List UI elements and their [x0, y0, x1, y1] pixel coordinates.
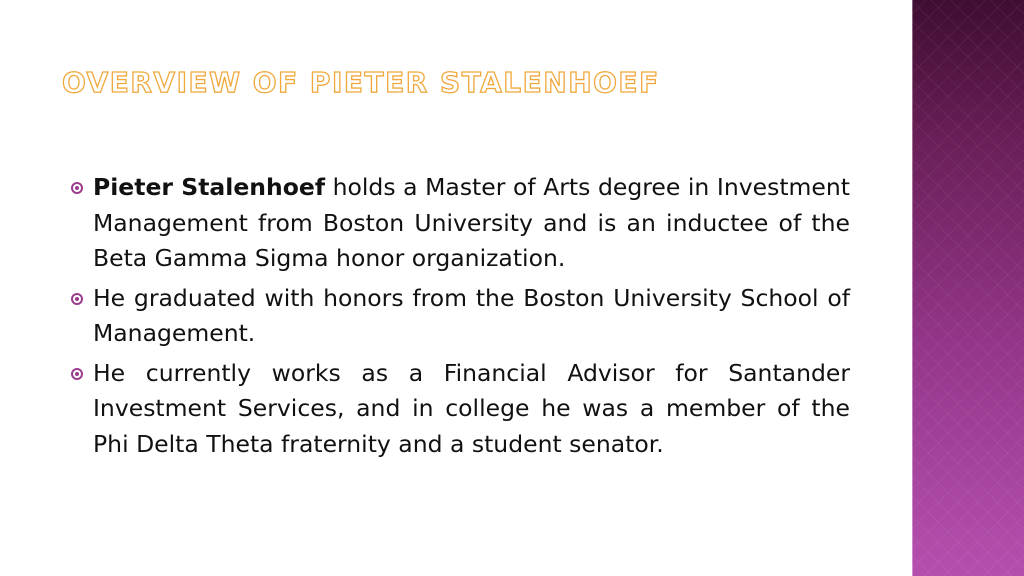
- bullet-text: holds a Master of Arts degree in Investment Management from Boston University and is an inductee of the Beta Gamma Sigma honor organization.: [93, 173, 850, 272]
- circle-bullet-icon: [71, 293, 83, 305]
- bullet-text: He currently works as a Financial Advisor for Santander Investment Services, and in college he was a member of the Phi Delta Theta fraternity and a student senator.: [93, 358, 850, 458]
- bullet-item: [68, 356, 850, 463]
- bullet-item: [68, 281, 850, 352]
- bullet-text: He graduated with honors from the Boston University School of Management.: [93, 283, 850, 347]
- bullet-list: [68, 170, 850, 466]
- bullet-bold-name: Pieter Stalenhoef: [93, 173, 326, 201]
- circle-bullet-icon: [71, 182, 83, 194]
- slide-title: OVERVIEW OF PIETER STALENHOEF: [62, 66, 660, 99]
- bullet-item: [68, 170, 850, 277]
- circle-bullet-icon: [71, 368, 83, 380]
- decorative-side-band: [912, 0, 1024, 576]
